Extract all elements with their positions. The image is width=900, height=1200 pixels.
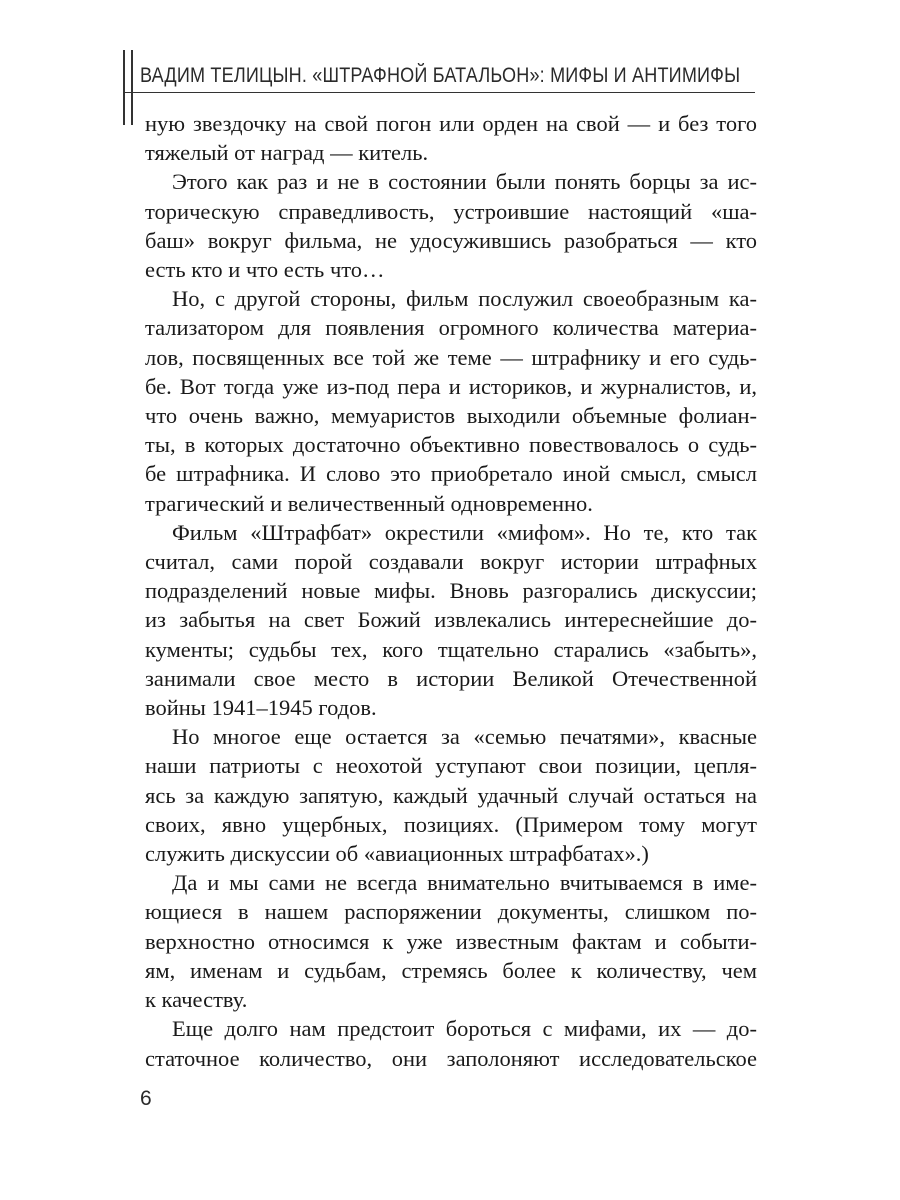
paragraph	[145, 781, 757, 810]
paragraph	[145, 109, 757, 138]
text-line: ную звездочку на свой погон или орден на свой — и без того	[145, 111, 757, 136]
text-line: тяжелый от наград — китель.	[145, 140, 429, 166]
text-line: Да и мы сами не всегда внимательно вчитываемся в име-	[172, 870, 757, 896]
paragraph	[145, 722, 757, 751]
text-line: Но многое еще остается за «семью печатями», квасные	[172, 724, 757, 750]
paragraph	[145, 810, 757, 839]
running-header: ВАДИМ ТЕЛИЦЫН. «ШТРАФНОЙ БАТАЛЬОН»: МИФЫ И АНТИМИФЫ	[140, 64, 741, 87]
paragraph	[145, 401, 757, 430]
text-line: тализатором для появления огромного количества материа-	[145, 315, 757, 341]
text-line: из забытья на свет Божий извлекались интереснейшие до-	[145, 607, 757, 633]
page-number: 6	[140, 1087, 152, 1110]
text-line: что очень важно, мемуаристов выходили объемные фолиан-	[145, 403, 757, 429]
text-line: ям, именам и судьбам, стремясь более к количеству, чем	[145, 957, 757, 983]
text-line: трагический и величественный одновременно.	[145, 490, 593, 516]
paragraph	[145, 343, 757, 372]
paragraph	[145, 868, 757, 897]
text-line: баш» вокруг фильма, не удосужившись разобраться — кто	[145, 227, 757, 253]
text-line: есть кто и что есть что…	[145, 257, 385, 283]
text-line: верхностно относимся к уже известным фактам и событи-	[145, 928, 757, 954]
paragraph	[145, 605, 757, 634]
text-line: Еще долго нам предстоит бороться с мифами, их — до-	[172, 1016, 757, 1042]
text-line: ясь за каждую запятую, каждый удачный случай остаться на	[145, 782, 757, 808]
paragraph	[145, 1014, 757, 1043]
text-line: считал, сами порой создавали вокруг истории штрафных	[145, 549, 757, 575]
paragraph	[145, 459, 757, 488]
text-line: торическую справедливость, устроившие настоящий «ша-	[145, 198, 757, 224]
header-horizontal-rule	[123, 92, 755, 93]
paragraph	[145, 284, 757, 313]
paragraph	[145, 664, 757, 693]
paragraph	[145, 547, 757, 576]
paragraph	[145, 313, 757, 342]
paragraph	[145, 489, 757, 518]
text-line: ты, в которых достаточно объективно повествовалось о судь-	[145, 432, 757, 458]
paragraph	[145, 839, 757, 868]
paragraph	[145, 372, 757, 401]
paragraph	[145, 985, 757, 1014]
text-line: Фильм «Штрафбат» окрестили «мифом». Но те, кто так	[172, 519, 757, 545]
text-line: бе штрафника. И слово это приобретало иной смысл, смысл	[145, 461, 757, 487]
text-line: занимали свое место в истории Великой Отечественной	[145, 665, 757, 691]
text-line: ющиеся в нашем распоряжении документы, слишком по-	[145, 899, 757, 925]
text-line: подразделений новые мифы. Вновь разгорались дискуссии;	[145, 578, 757, 604]
paragraph	[145, 255, 757, 284]
paragraph	[145, 635, 757, 664]
paragraph	[145, 226, 757, 255]
paragraph	[145, 167, 757, 196]
text-line: бе. Вот тогда уже из-под пера и историков, и журналистов, и,	[145, 373, 757, 399]
header-vertical-rule-left	[123, 50, 125, 125]
text-line: наши патриоты с неохотой уступают свои позиции, цепля-	[145, 753, 757, 779]
body-text	[145, 109, 757, 1073]
text-line: служить дискуссии об «авиационных штрафбатах».)	[145, 841, 649, 867]
paragraph	[145, 927, 757, 956]
header-vertical-rule-right	[131, 50, 133, 125]
paragraph	[145, 197, 757, 226]
text-line: Этого как раз и не в состоянии были понять борцы за ис-	[172, 169, 757, 195]
text-line: своих, явно ущербных, позициях. (Примером тому могут	[145, 811, 757, 837]
text-line: войны 1941–1945 годов.	[145, 695, 377, 721]
paragraph	[145, 897, 757, 926]
paragraph	[145, 518, 757, 547]
text-line: статочное количество, они заполоняют исследовательское	[145, 1045, 757, 1071]
paragraph	[145, 1044, 757, 1073]
paragraph	[145, 751, 757, 780]
text-line: кументы; судьбы тех, кого тщательно старались «забыть»,	[145, 636, 757, 662]
paragraph	[145, 430, 757, 459]
paragraph	[145, 138, 757, 167]
text-line: Но, с другой стороны, фильм послужил своеобразным ка-	[172, 286, 757, 312]
paragraph	[145, 956, 757, 985]
text-line: лов, посвященных все той же теме — штрафнику и его судь-	[145, 344, 757, 370]
paragraph	[145, 693, 757, 722]
text-line: к качеству.	[145, 987, 248, 1013]
paragraph	[145, 576, 757, 605]
